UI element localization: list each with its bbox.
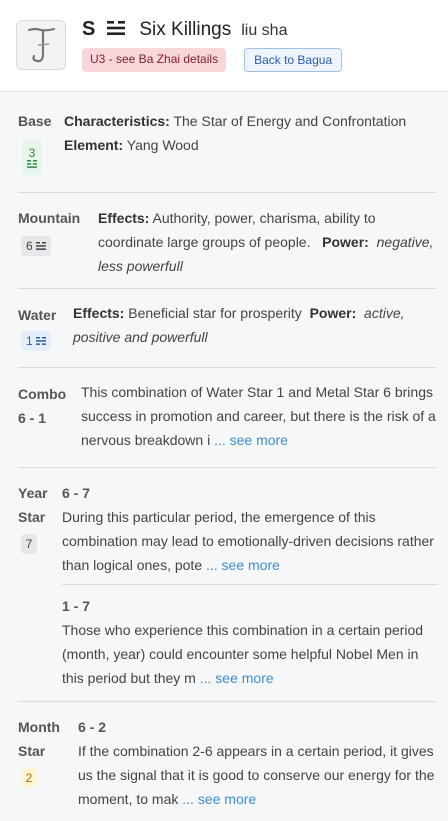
water-label: Water bbox=[18, 307, 57, 323]
year-star-section bbox=[18, 468, 436, 702]
base-section bbox=[18, 92, 436, 193]
see-more-link[interactable]: ... see more bbox=[206, 557, 280, 573]
effects-value: Authority, power, charisma, ability to coordinate large groups of people. bbox=[98, 210, 376, 250]
year-combo-description bbox=[62, 505, 438, 577]
pinyin-name: liu sha bbox=[241, 22, 288, 39]
water-star-badge bbox=[21, 331, 51, 351]
water-section bbox=[18, 289, 436, 368]
power-label: Power: bbox=[309, 305, 357, 321]
power-label: Power: bbox=[322, 234, 369, 250]
page-title: Six Killings bbox=[139, 19, 232, 40]
year-star-number: 7 bbox=[25, 537, 33, 551]
back-to-bagua-button[interactable]: Back to Bagua bbox=[244, 48, 342, 72]
year-combo-entry bbox=[62, 481, 438, 585]
header-chips bbox=[82, 48, 342, 72]
water-info bbox=[73, 301, 438, 349]
trigram-icon bbox=[36, 337, 46, 345]
year-combo-text: Those who experience this combination in a certain period (month, year) could encounter some helpful Nobel Men in this period but they m bbox=[62, 622, 424, 686]
mountain-info bbox=[98, 206, 436, 278]
header bbox=[0, 0, 448, 92]
element-label: Element: bbox=[64, 137, 124, 153]
characteristics-value: The Star of Energy and Confrontation bbox=[173, 113, 407, 129]
see-more-link[interactable]: ... see more bbox=[214, 432, 288, 448]
month-star-badge bbox=[21, 768, 37, 788]
logo-icon bbox=[16, 20, 66, 70]
characteristics-label: Characteristics: bbox=[64, 113, 170, 129]
year-combo-numbers: 6 - 7 bbox=[62, 485, 91, 501]
water-star-number: 1 bbox=[26, 334, 33, 348]
year-combo-text: During this particular period, the emergence of this combination may lead to emotionally-driven decisions rather than logical ones, pote bbox=[62, 509, 434, 573]
year-star-badge bbox=[21, 534, 37, 554]
effects-label: Effects: bbox=[73, 305, 125, 321]
element-value: Yang Wood bbox=[126, 137, 199, 153]
year-star-label-line2: Star bbox=[18, 509, 46, 525]
star-letter: S bbox=[82, 18, 96, 40]
effects-value: Beneficial star for prosperity bbox=[128, 305, 302, 321]
month-star-label-line1: Month bbox=[18, 719, 60, 735]
month-star-label-line2: Star bbox=[18, 743, 46, 759]
mountain-star-number: 6 bbox=[26, 239, 33, 253]
mountain-label: Mountain bbox=[18, 210, 81, 226]
month-star-section bbox=[18, 702, 436, 820]
year-combo-description bbox=[62, 618, 438, 690]
title-row bbox=[82, 18, 287, 41]
effects-label: Effects: bbox=[98, 210, 150, 226]
month-star-number: 2 bbox=[25, 771, 33, 785]
trigram-icon bbox=[27, 160, 37, 168]
month-combo-text: If the combination 2-6 appears in a certain period, it gives us the signal that it is good to conserve our energy for the moment, to mak bbox=[78, 743, 435, 807]
combo-section bbox=[18, 368, 436, 468]
see-more-link[interactable]: ... see more bbox=[199, 670, 274, 686]
combo-label: Combo bbox=[18, 386, 67, 402]
combo-text: This combination of Water Star 1 and Metal Star 6 brings success in promotion and career, but there is the risk of a nervous breakdown i bbox=[81, 384, 436, 448]
star-details bbox=[0, 92, 448, 820]
combo-numbers: 6 - 1 bbox=[18, 410, 47, 426]
mountain-star-badge bbox=[21, 236, 51, 256]
base-star-number: 3 bbox=[28, 146, 36, 160]
month-combo-description bbox=[78, 739, 438, 811]
ba-zhai-warning-chip[interactable]: U3 - see Ba Zhai details bbox=[82, 48, 226, 72]
mountain-section bbox=[18, 193, 436, 289]
power-value: active, positive and powerfull bbox=[73, 305, 405, 345]
month-combo-entry bbox=[78, 715, 438, 811]
year-star-label-line1: Year bbox=[18, 485, 48, 501]
base-star-badge bbox=[22, 139, 42, 175]
see-more-link[interactable]: ... see more bbox=[182, 791, 257, 807]
trigram-icon bbox=[107, 20, 125, 36]
year-combo-numbers: 1 - 7 bbox=[62, 598, 91, 614]
month-combo-numbers: 6 - 2 bbox=[78, 719, 107, 735]
power-value: negative, less powerfull bbox=[98, 234, 434, 274]
base-info bbox=[64, 109, 434, 157]
trigram-icon bbox=[36, 242, 46, 250]
base-label: Base bbox=[18, 113, 52, 129]
year-combo-entry bbox=[62, 594, 438, 690]
combo-description bbox=[81, 380, 438, 452]
